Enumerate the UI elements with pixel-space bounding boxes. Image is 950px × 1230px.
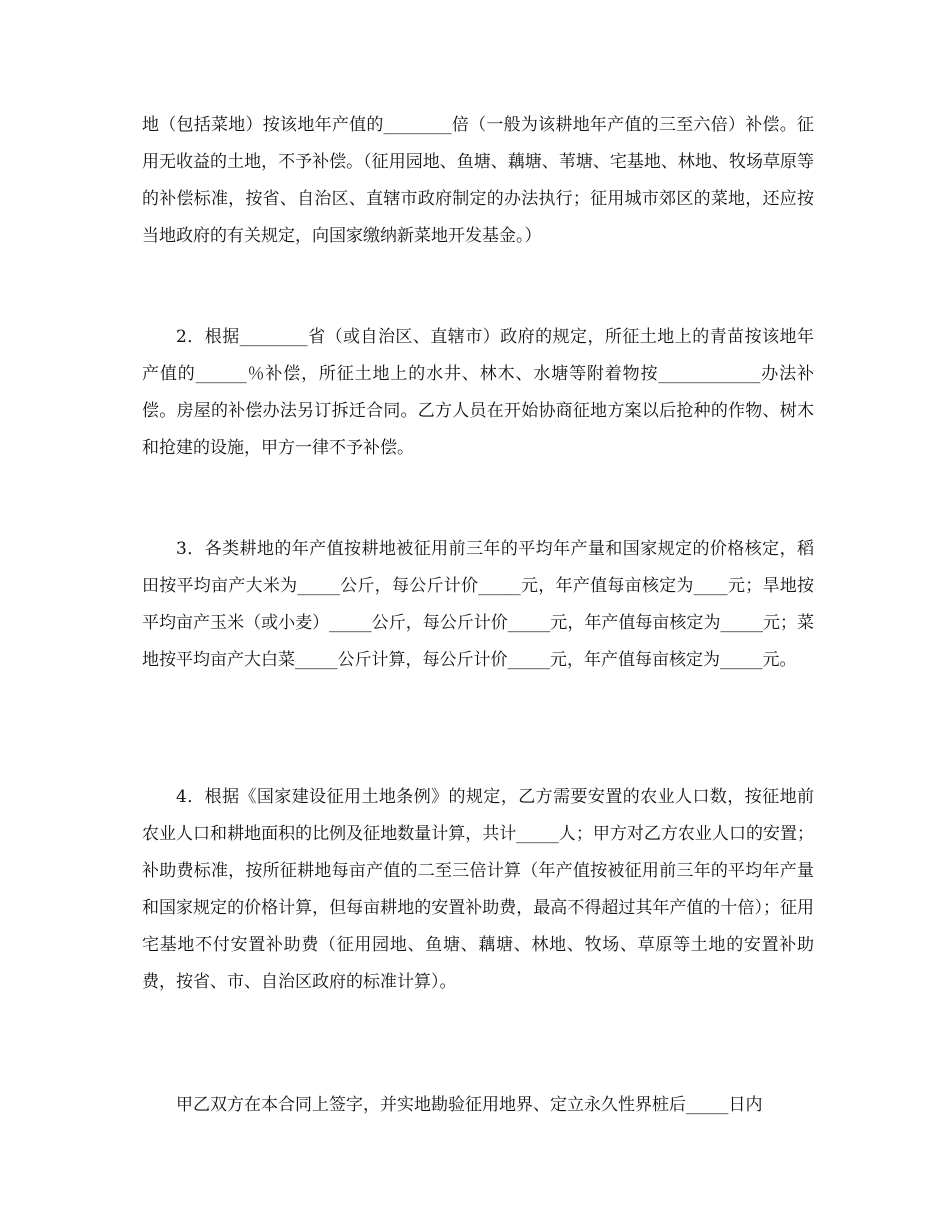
paragraph-signing: 甲乙双方在本合同上签字，并实地勘验征用地界、定立永久性界桩后_____日内 bbox=[176, 1095, 763, 1115]
paragraph-clause-4: 4．根据《国家建设征用土地条例》的规定，乙方需要安置的农业人口数，按征地前农业人口和耕地面积的比例及征地数量计算，共计_____人；甲方对乙方农业人口的安置；补助费标准，按所征耕地每亩产值的二至三倍计算（年产值按被征用前三年的平均年产量和国家规定的价格计算，但每亩耕地的安置补助费，最高不得超过其年产值的十倍）；征用宅基地不付安置补助费（征用园地、鱼塘、藕塘、林地、牧场、草原等土地的安置补助费，按省、市、自治区政府的标准计算）。 bbox=[142, 787, 814, 992]
paragraph-clause-3: 3．各类耕地的年产值按耕地被征用前三年的平均年产量和国家规定的价格核定，稻田按平均亩产大米为_____公斤，每公斤计价_____元，年产值每亩核定为____元；旱地按平均亩产玉米（或小麦）_____公斤，每公斤计价_____元，年产值每亩核定为_____元；菜地按平均亩产大白菜_____公斤计算，每公斤计价_____元，年产值每亩核定为_____元。 bbox=[142, 539, 814, 670]
paragraph-compensation-continued: 地（包括菜地）按该地年产值的________倍（一般为该耕地年产值的三至六倍）补偿。征用无收益的土地，不予补偿。（征用园地、鱼塘、藕塘、苇塘、宅基地、林地、牧场草原等的补偿标准，按省、自治区、直辖市政府制定的办法执行；征用城市郊区的菜地，还应按当地政府的有关规定，向国家缴纳新菜地开发基金。） bbox=[142, 115, 814, 246]
paragraph-clause-2: 2．根据________省（或自治区、直辖市）政府的规定，所征土地上的青苗按该地年产值的______％补偿，所征土地上的水井、林木、水塘等附着物按____________办法补偿。房屋的补偿办法另订拆迁合同。乙方人员在开始协商征地方案以后抢种的作物、树木和抢建的设施，甲方一律不予补偿。 bbox=[142, 327, 814, 458]
